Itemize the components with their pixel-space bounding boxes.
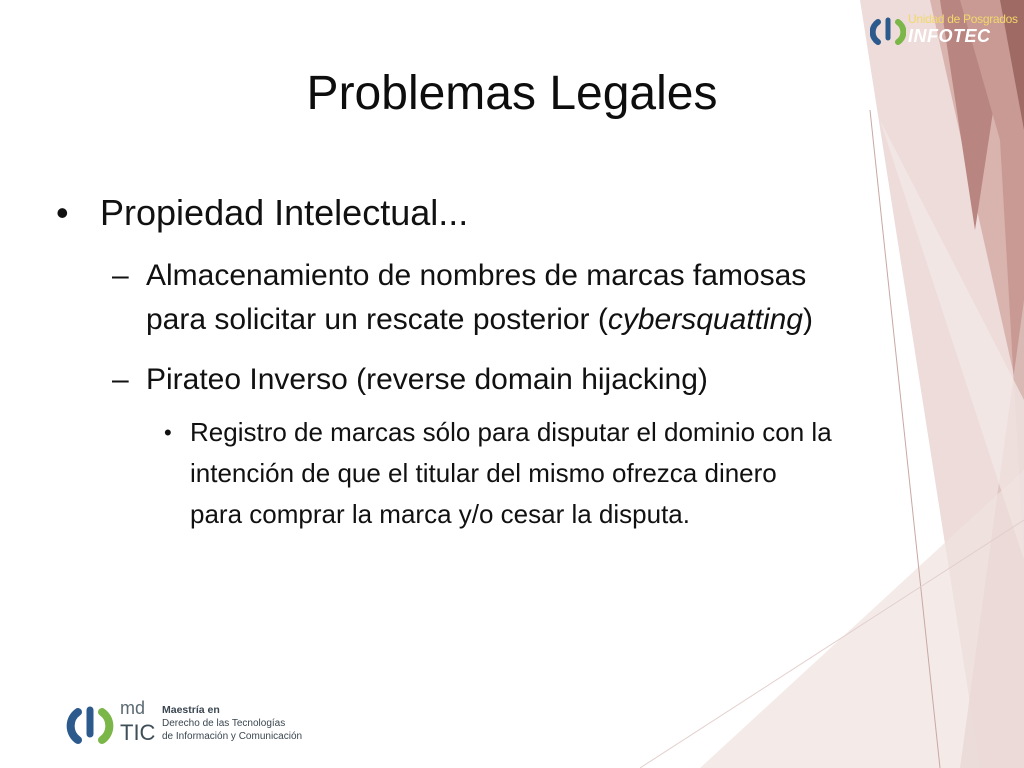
detail-line-3: para comprar la marca y/o cesar la disputa.: [190, 499, 690, 529]
mdtic-logo: [66, 698, 326, 754]
sub-bullet-line-1: Almacenamiento de nombres de marcas famosas: [146, 259, 807, 292]
infotec-brand: INFOTEC: [908, 26, 991, 46]
bullet-dot-icon: •: [56, 192, 69, 233]
mdtic-description: [162, 704, 302, 743]
slide-title: Problemas Legales: [306, 67, 718, 120]
infotec-emblem-icon: [870, 14, 906, 50]
infotec-logo: [868, 10, 1018, 54]
mdtic-line-3: de Información y Comunicación: [162, 731, 303, 742]
mdtic-line-2: Derecho de las Tecnologías: [162, 718, 286, 729]
emphasis-term: cybersquatting: [607, 303, 803, 336]
infotec-tagline: Unidad de Posgrados: [908, 12, 1018, 26]
bullet-dot-icon: •: [164, 420, 172, 445]
mdtic-md: md: [120, 698, 146, 718]
detail-line-2: intención de que el titular del mismo ofrezca dinero: [190, 458, 777, 488]
bullet-text: Propiedad Intelectual...: [100, 192, 469, 233]
mdtic-emblem-icon: [66, 702, 114, 750]
mdtic-line-1: Maestría en: [162, 704, 220, 716]
detail-line-1: Registro de marcas sólo para disputar el dominio con la: [190, 417, 832, 447]
sub-bullet-line-2: para solicitar un rescate posterior (cybersquatting): [146, 303, 813, 336]
sub-bullet-text: Pirateo Inverso (reverse domain hijacking): [146, 363, 708, 396]
dash-icon: –: [112, 363, 129, 396]
mdtic-tic: TIC: [120, 720, 156, 745]
dash-icon: –: [112, 259, 129, 292]
